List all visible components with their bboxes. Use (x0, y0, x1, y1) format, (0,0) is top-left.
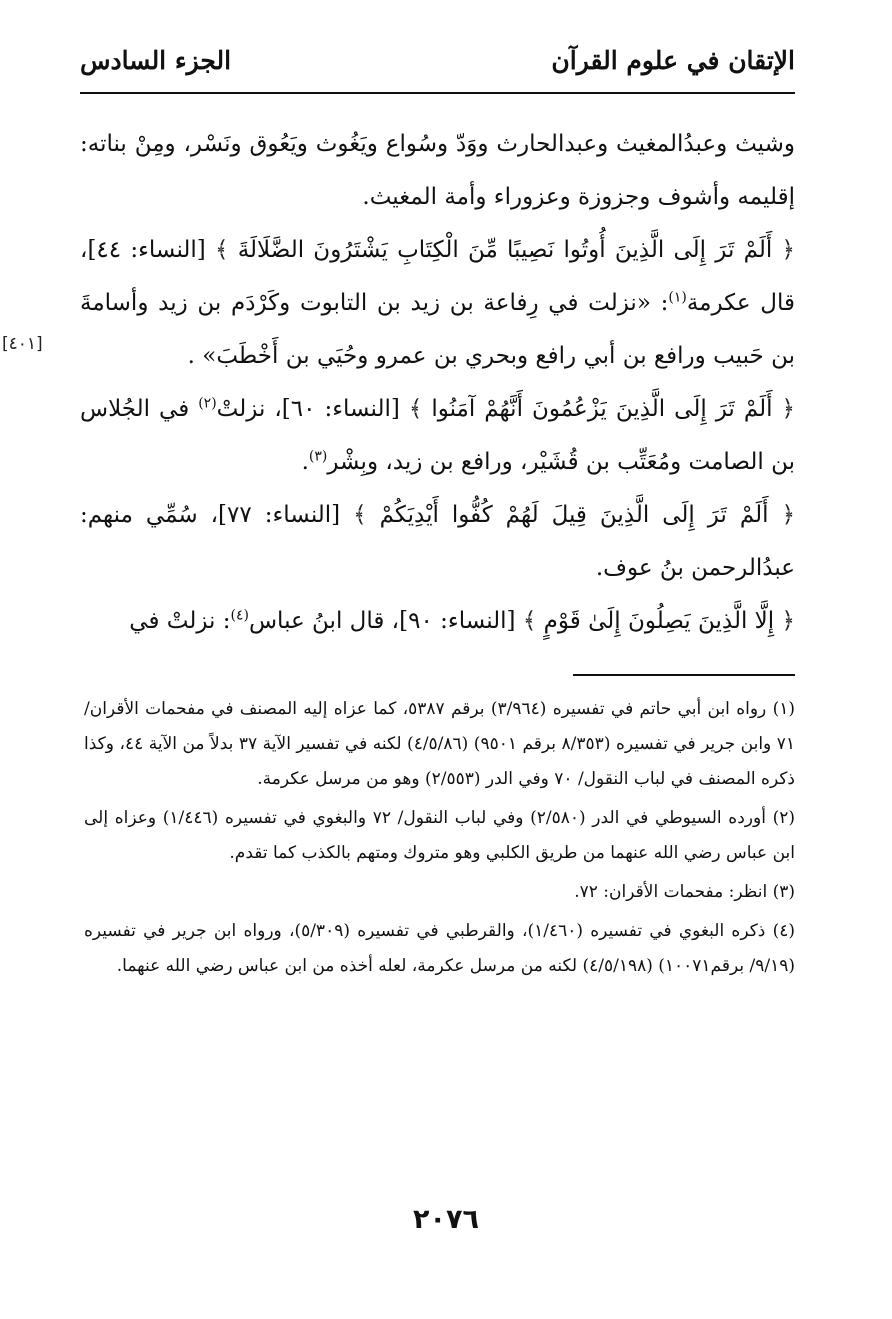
footnote-4: (٤) ذكره البغوي في تفسيره (١/٤٦٠)، والقرطبي في تفسيره (٥/٣٠٩)، ورواه ابن جرير في تفسيره (٩/١٩/ برقم١٠٠٧١) (٤/٥/١٩٨) لكنه من مرسل عكرمة، لعله أخذه من ابن عباس رضي الله عنهما. (84, 921, 795, 976)
footnote-ref: (١) (668, 289, 687, 306)
quran-verse: إِلَّا الَّذِينَ يَصِلُونَ إِلَىٰ قَوْمٍ (543, 608, 775, 634)
quran-verse: أَلَمْ تَرَ إِلَى الَّذِينَ قِيلَ لَهُمْ كُفُّوا أَيْدِيَكُمْ (379, 502, 769, 528)
ornate-bracket-close: ﴾ (214, 237, 229, 263)
footnotes (84, 692, 795, 988)
verse-reference: [النساء: ٤٤] (87, 237, 206, 263)
footnote-divider (573, 674, 795, 676)
ornate-bracket-open: ﴿ (781, 608, 795, 634)
book-title: الإتقان في علوم القرآن (551, 46, 795, 75)
quran-verse: أَلَمْ تَرَ إِلَى الَّذِينَ يَزْعُمُونَ أَنَّهُمْ آمَنُوا (431, 396, 773, 422)
text: ، سُمِّي منهم: عبدُالرحمن بنُ عوف. (80, 502, 795, 581)
text: . (301, 449, 309, 475)
text: : نزلتْ في (129, 608, 231, 634)
text: ، قال ابنُ عباس (248, 608, 400, 634)
paragraph-4 (80, 489, 795, 595)
page-number: ٢٠٧٦ (413, 1204, 479, 1235)
footnote-2: (٢) أورده السيوطي في الدر (٢/٥٨٠) وفي لباب النقول/ ٧٢ والبغوي في تفسيره (١/٤٤٦) وعزاه إلى ابن عباس رضي الله عنهما من طريق الكلبي وهو متروك ومتهم بالكذب كما تقدم. (84, 808, 796, 863)
verse-reference: [النساء: ٦٠] (281, 396, 400, 422)
ornate-bracket-open: ﴿ (781, 502, 796, 528)
ornate-bracket-close: ﴾ (522, 608, 537, 634)
footnote-1: (١) رواه ابن أبي حاتم في تفسيره (٣/٩٦٤) برقم ٥٣٨٧، كما عزاه إليه المصنف في مفحمات الأقران/ ٧١ وابن جرير في تفسيره (٨/٣٥٣ برقم ٩٥٠١) (٤/٥/٨٦) لكنه في تفسير الآية ٣٧ بدلاً من الآية ٤٤، وكذا ذكره المصنف في لباب النقول/ ٧٠ وفي الدر (٢/٥٥٣) وهو من مرسل عكرمة. (84, 699, 796, 789)
paragraph-2 (80, 224, 795, 383)
main-text (80, 118, 795, 648)
text: في الجُلاس بن الصامت ومُعَتِّب بن قُشَيْر، ورافع بن زيد، وبِشْر (80, 396, 795, 475)
paragraph-1: وشيث وعبدُالمغيث وعبدالحارث ووَدّ وسُواع ويَغُوث ويَعُوق ونَسْر، ومِنْ بناته: إقليمه وأشوف وجزوزة وعزوراء وأمة المغيث. (80, 131, 795, 210)
paragraph-3 (80, 383, 795, 489)
volume-label: الجزء السادس (80, 46, 232, 75)
footnote-ref: (٣) (308, 448, 328, 465)
text: : «نزلت في رِفاعة بن زيد بن التابوت وكَرْدَم بن زيد وأسامةَ بن حَبيب ورافع بن أبي رافع وبحري بن عمرو وحُيَي بن أَخْطَبَ» . (80, 290, 795, 369)
manuscript-page-marker: [٤٠١] (2, 334, 43, 354)
quran-verse: أَلَمْ تَرَ إِلَى الَّذِينَ أُوتُوا نَصِيبًا مِّنَ الْكِتَابِ يَشْتَرُونَ الضَّلَالَةَ (237, 237, 773, 263)
ornate-bracket-open: ﴿ (781, 396, 796, 422)
ornate-bracket-open: ﴿ (781, 237, 795, 263)
ornate-bracket-close: ﴾ (408, 396, 423, 422)
text: ، نزلتْ (216, 396, 282, 422)
footnote-ref: (٤) (230, 607, 249, 624)
paragraph-5 (80, 595, 795, 648)
footnote-3: (٣) انظر: مفحمات الأقران: ٧٢. (574, 882, 795, 902)
ornate-bracket-close: ﴾ (353, 502, 367, 528)
footnote-ref: (٢) (198, 395, 217, 412)
verse-reference: [النساء: ٧٧] (218, 502, 341, 528)
text: ، قال عكرمة (80, 237, 795, 316)
verse-reference: [النساء: ٩٠] (399, 608, 516, 634)
running-header (80, 38, 795, 94)
